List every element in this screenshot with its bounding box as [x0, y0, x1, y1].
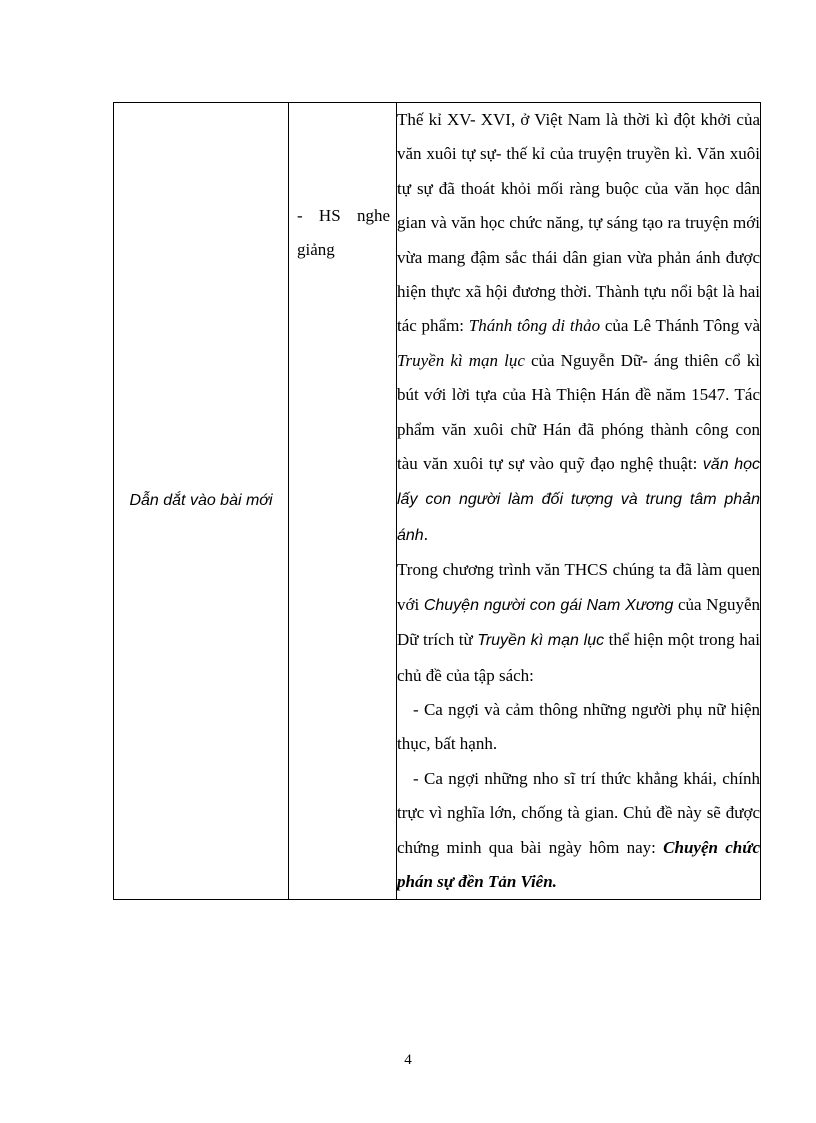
page-number: 4 — [404, 1052, 412, 1068]
bullet-text: - Ca ngợi những nho sĩ trí thức khẳng khái, chính trực vì nghĩa lớn, chống tà gian. Chủ đề này sẽ được chứng minh qua bài ngày hôm nay: — [397, 768, 760, 857]
intro-text-2: của Lê Thánh Tông và — [600, 316, 761, 336]
lesson-title: Chuyện chức phán sự đền Tản Viên. — [397, 837, 760, 891]
curriculum-text-2: của Nguyễn Dữ trích từ — [397, 594, 761, 650]
student-activity-text: - HS nghe giảng — [297, 206, 390, 259]
work-title-nam-xuong: Chuyện người con gái Nam Xương — [423, 596, 674, 614]
content-cell — [397, 103, 761, 900]
bullet-item — [397, 762, 760, 900]
activity-label: Dẫn dắt vào bài mới — [129, 492, 273, 510]
table-row — [114, 103, 761, 900]
work-title-thanh-tong: Thánh tông di thảo — [468, 316, 601, 336]
work-title-truyen-ki-2: Truyền kì mạn lục — [477, 632, 605, 650]
lesson-plan-table — [113, 102, 761, 900]
curriculum-text: Trong chương trình văn THCS chúng ta đã làm quen với — [397, 560, 760, 614]
curriculum-paragraph — [397, 553, 760, 693]
activity-cell — [114, 103, 289, 900]
work-title-truyen-ki: Truyền kì mạn lục — [397, 350, 525, 370]
bullet-item: - Ca ngợi và cảm thông những người phụ nữ hiện thục, bất hạnh. — [397, 699, 760, 754]
emphasis-text: văn học lấy con người làm đối tượng và trung tâm phản ánh — [397, 456, 760, 544]
student-activity-cell — [289, 103, 397, 900]
intro-paragraph — [397, 103, 760, 553]
intro-text-3: của Nguyễn Dữ- áng thiên cổ kì bút với lời tựa của Hà Thiện Hán đề năm 1547. Tác phẩm văn xuôi chữ Hán đã phóng thành công con tàu văn xuôi tự sự vào quỹ đạo nghệ thuật: — [397, 350, 761, 474]
curriculum-text-3: thể hiện một trong hai chủ đề của tập sách: — [397, 630, 760, 685]
intro-text: Thế kỉ XV- XVI, ở Việt Nam là thời kì đột khởi của văn xuôi tự sự- thế kỉ của truyện truyền kì. Văn xuôi tự sự đã thoát khỏi mối ràng buộc của văn học dân gian và văn học chức năng, tự sáng tạo ra truyện mới vừa mang đậm sắc thái dân gian vừa phản ánh được hiện thực xã hội đương thời. Thành tựu nổi bật là hai tác phẩm: — [397, 110, 760, 336]
intro-text-4: . — [423, 524, 428, 544]
